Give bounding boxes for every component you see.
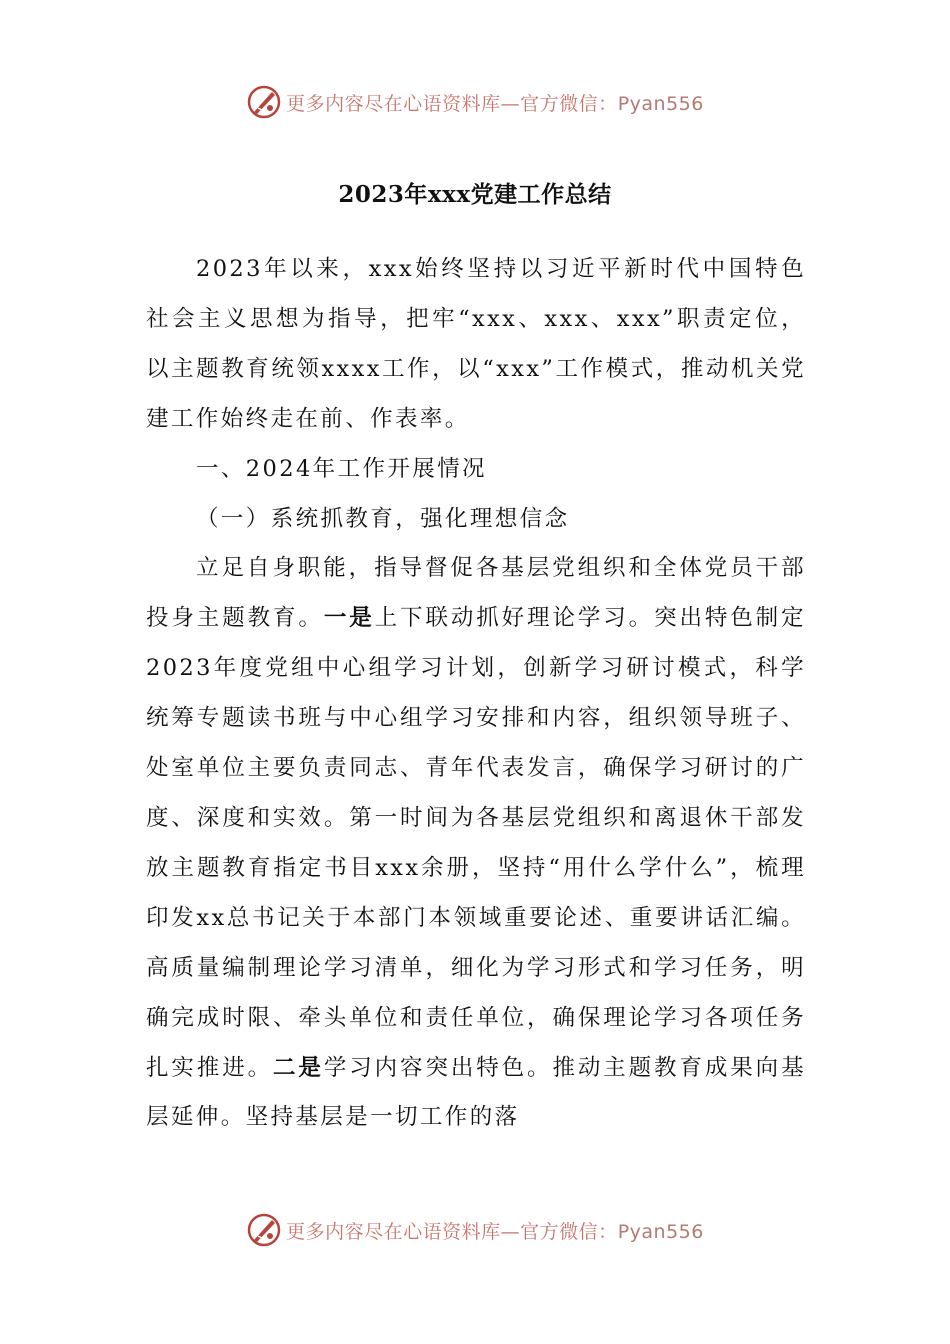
paragraph-education: 立足自身职能，指导督促各基层党组织和全体党员干部投身主题教育。一是上下联动抓好理论学习。突出特色制定2023年度党组中心组学习计划，创新学习研讨模式，科学统筹专题读书班与中心组学习安排和内容，组织领导班子、处室单位主要负责同志、青年代表发言，确保学习研讨的广度、深度和实效。第一时间为各基层党组织和离退休干部发放主题教育指定书目xxx余册，坚持“用什么学什么”，梳理印发xx总书记关于本部门本领域重要论述、重要讲话汇编。高质量编制理论学习清单，细化为学习形式和学习任务，明确完成时限、牵头单位和责任单位，确保理论学习各项任务扎实推进。二是学习内容突出特色。推动主题教育成果向基层延伸。坚持基层是一切工作的落 [146,555,806,1131]
subsection-heading-1: （一）系统抓教育，强化理想信念 [196,505,570,532]
document-body [146,245,806,1143]
header-watermark-banner [0,82,950,122]
document-title: 2023年xxx党建工作总结 [338,181,612,208]
quill-pen-seal-icon [246,1212,282,1248]
quill-pen-seal-icon [246,84,282,120]
paragraph-intro: 2023年以来，xxx始终坚持以习近平新时代中国特色社会主义思想为指导，把牢“xxx、xxx、xxx”职责定位，以主题教育统领xxxx工作，以“xxx”工作模式，推动机关党建工作始终走在前、作表率。 [146,256,806,432]
banner-text: 更多内容尽在心语资料库—官方微信：Pyan556 [286,92,704,115]
banner-text: 更多内容尽在心语资料库—官方微信：Pyan556 [286,1220,704,1243]
section-heading-1: 一、2024年工作开展情况 [196,455,487,482]
footer-watermark-banner [0,1210,950,1250]
